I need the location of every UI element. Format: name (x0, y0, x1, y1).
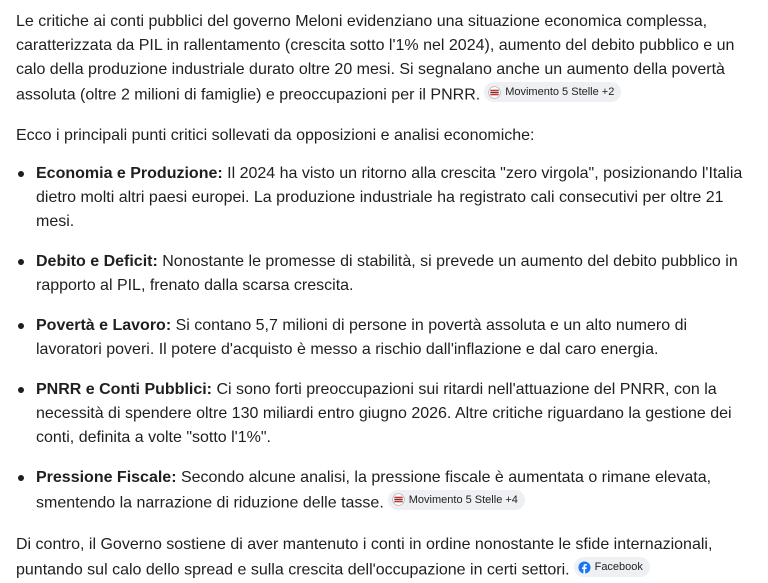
source-chip-facebook[interactable] (574, 557, 650, 577)
m5s-logo-icon (488, 86, 501, 99)
point-title: PNRR e Conti Pubblici: (36, 380, 212, 398)
list-item (16, 314, 752, 362)
closing-paragraph (16, 533, 752, 583)
point-text: Il 2024 ha visto un ritorno alla crescita "zero virgola", posizionando l'Italia dietro molti altri paesi europei. La produzione industriale ha registrato cali consecutivi per oltre 21 mesi. (36, 164, 743, 230)
source-chip-m5s-fiscal[interactable] (388, 490, 525, 510)
point-title: Economia e Produzione: (36, 164, 223, 182)
lead-paragraph: Ecco i principali punti critici sollevati da opposizioni e analisi economiche: (16, 126, 535, 144)
list-item (16, 162, 752, 234)
m5s-logo-icon (392, 493, 405, 506)
critical-points-list (16, 162, 752, 516)
source-chip-label: Movimento 5 Stelle +2 (505, 86, 615, 98)
point-title: Pressione Fiscale: (36, 468, 177, 486)
intro-paragraph (16, 10, 752, 108)
point-text: Ci sono forti preoccupazioni sui ritardi nell'attuazione del PNRR, con la necessità di spendere oltre 130 miliardi entro giugno 2026. Altre critiche riguardano la gestione dei conti, definita a volte "sotto l'1%". (36, 380, 732, 446)
point-text: Nonostante le promesse di stabilità, si prevede un aumento del debito pubblico in rapporto al PIL, frenato dalla scarsa crescita. (36, 252, 738, 294)
point-text: Si contano 5,7 milioni di persone in povertà assoluta e un alto numero di lavoratori poveri. Il potere d'acquisto è messo a rischio dall'inflazione e dal caro energia. (36, 316, 688, 358)
list-item (16, 378, 752, 450)
closing-text: Di contro, il Governo sostiene di aver mantenuto i conti in ordine nonostante le sfide internazionali, puntando sul calo dello spread e sulla crescita dell'occupazione in certi settori. (16, 536, 713, 579)
facebook-icon (578, 561, 591, 574)
source-chip-label: Movimento 5 Stelle +4 (408, 493, 518, 506)
answer-content (16, 10, 752, 583)
list-item (16, 466, 752, 516)
intro-text: Le critiche ai conti pubblici del governo Meloni evidenziano una situazione economica complessa, caratterizzata da PIL in rallentamento (crescita sotto l'1% nel 2024), aumento del debito pubblico e un calo della produzione industriale durato oltre 20 mesi. Si segnalano anche un aumento della povertà assoluta (oltre 2 milioni di famiglie) e preoccupazioni per il PNRR. (16, 13, 735, 104)
point-title: Debito e Deficit: (36, 252, 158, 270)
list-item (16, 250, 752, 298)
source-chip-label: Facebook (594, 561, 643, 573)
source-chip-m5s-intro[interactable] (484, 82, 621, 102)
point-title: Povertà e Lavoro: (36, 316, 172, 334)
point-text: Secondo alcune analisi, la pressione fiscale è aumentata o rimane elevata, smentendo la narrazione di riduzione delle tasse. (36, 468, 712, 511)
